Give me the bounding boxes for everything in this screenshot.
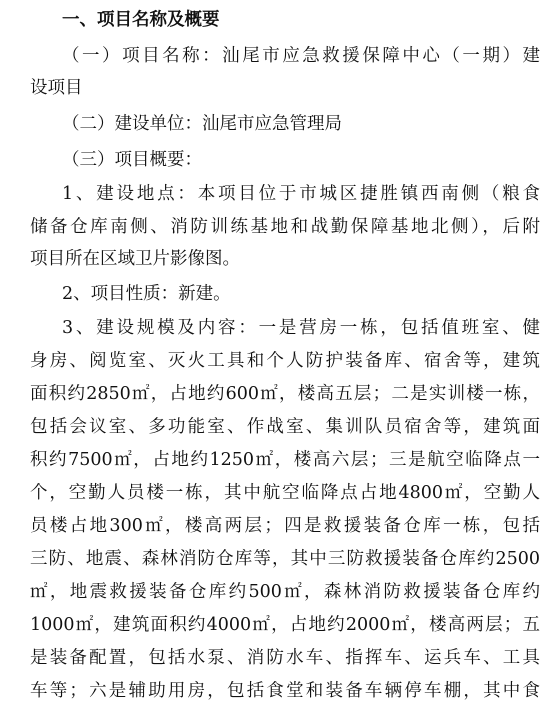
scale-line-1: 3、建设规模及内容：一是营房一栋，包括值班室、健 bbox=[62, 318, 540, 338]
scale-line-4: 包括会议室、多功能室、作战室、集训队员宿舍等，建筑面 bbox=[30, 417, 540, 437]
project-overview-heading: （三）项目概要： bbox=[62, 150, 202, 170]
construction-unit-line: （二）建设单位：汕尾市应急管理局 bbox=[62, 114, 342, 134]
scale-line-7: 员楼占地300㎡，楼高两层；四是救援装备仓库一栋，包括 bbox=[30, 516, 540, 536]
scale-line-10: 1000㎡，建筑面积约4000㎡，占地约2000㎡，楼高两层；五 bbox=[30, 615, 540, 635]
scale-line-6: 个，空勤人员楼一栋，其中航空临降点占地4800㎡，空勤人 bbox=[30, 483, 540, 503]
scale-line-9: ㎡，地震救援装备仓库约500㎡，森林消防救援装备仓库约 bbox=[30, 582, 540, 602]
scale-line-2: 身房、阅览室、灭火工具和个人防护装备库、宿舍等，建筑 bbox=[30, 351, 540, 371]
location-line-2: 储备仓库南侧、消防训练基地和战勤保障基地北侧），后附 bbox=[30, 217, 540, 237]
scale-line-3: 面积约2850㎡，占地约600㎡，楼高五层；二是实训楼一栋， bbox=[30, 384, 540, 404]
section-heading: 一、项目名称及概要 bbox=[62, 10, 220, 30]
project-nature-line: 2、项目性质：新建。 bbox=[62, 284, 231, 304]
project-name-line-2: 设项目 bbox=[30, 78, 83, 98]
scale-line-11: 是装备配置，包括水泵、消防水车、指挥车、运兵车、工具 bbox=[30, 648, 540, 668]
project-name-line-1: （一）项目名称：汕尾市应急救援保障中心（一期）建 bbox=[62, 46, 540, 66]
scale-line-8: 三防、地震、森林消防仓库等，其中三防救援装备仓库约2500 bbox=[30, 549, 540, 569]
scale-line-12: 车等；六是辅助用房，包括食堂和装备车辆停车棚，其中食 bbox=[30, 681, 540, 701]
scale-line-5: 积约7500㎡，占地约1250㎡，楼高六层；三是航空临降点一 bbox=[30, 450, 540, 470]
location-line-1: 1、建设地点：本项目位于市城区捷胜镇西南侧（粮食 bbox=[62, 184, 540, 204]
location-line-3: 项目所在区域卫片影像图。 bbox=[30, 249, 240, 269]
